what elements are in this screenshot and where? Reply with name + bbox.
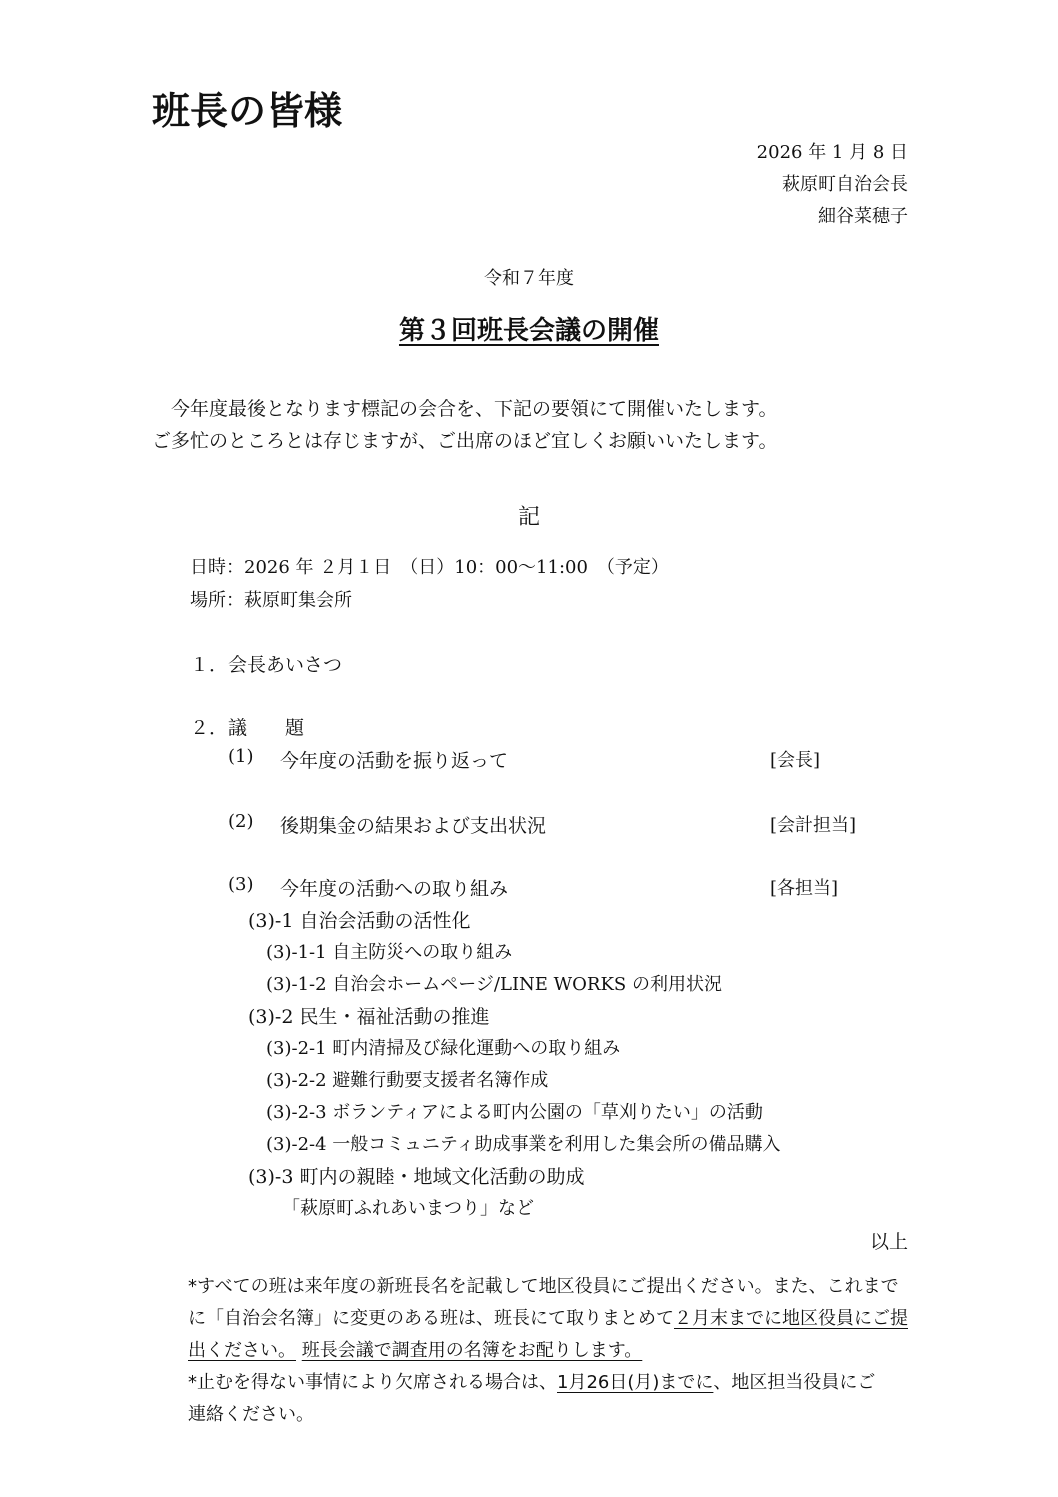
sub-item: (3)-2 民生・福祉活動の推進 <box>248 1006 490 1028</box>
note-1-line-2: に「自治会名簿」に変更のある班は、班長にて取りまとめて２月末までに地区役員にご提 <box>188 1308 908 1329</box>
agenda-responsible: [会長] <box>770 750 821 771</box>
agenda-responsible: [各担当] <box>770 878 839 899</box>
sender-name: 細谷菜穂子 <box>818 206 908 227</box>
agenda-num: (2) <box>228 811 254 832</box>
agenda-text: 今年度の活動への取り組み <box>280 878 509 900</box>
agenda-responsible: [会計担当] <box>770 815 857 836</box>
document-heading: 第３回班長会議の開催 <box>398 316 659 346</box>
agenda-text: 後期集金の結果および支出状況 <box>280 815 547 837</box>
note-2-line-2: 連絡ください。 <box>188 1404 314 1425</box>
sub-item: (3)-3 町内の親睦・地域文化活動の助成 <box>248 1166 585 1188</box>
sub-item: (3)-2-1 町内清掃及び緑化運動への取り組み <box>266 1038 621 1059</box>
sub-item: 「萩原町ふれあいまつり」など <box>282 1198 534 1219</box>
agenda-item-topics: ２．議 題 <box>190 717 305 739</box>
sub-item: (3)-1-1 自主防災への取り組み <box>266 942 513 963</box>
intro-line-1: 今年度最後となります標記の会合を、下記の要領にて開催いたします。 <box>152 398 778 420</box>
sub-item: (3)-1 自治会活動の活性化 <box>248 910 471 932</box>
note-2-line-1: *止むを得ない事情により欠席される場合は、1月26日(月)までに、地区担当役員にご <box>188 1372 876 1393</box>
sub-item: (3)-2-4 一般コミュニティ助成事業を利用した集会所の備品購入 <box>266 1134 781 1155</box>
sub-item: (3)-2-3 ボランティアによる町内公園の「草刈りたい」の活動 <box>266 1102 763 1123</box>
fiscal-year: 令和７年度 <box>484 268 574 289</box>
meeting-place: 場所：萩原町集会所 <box>190 590 352 611</box>
agenda-text: 今年度の活動を振り返って <box>280 750 509 772</box>
closing-ijo: 以上 <box>869 1231 908 1253</box>
page-title: 班長の皆様 <box>152 89 343 133</box>
agenda-num: (3) <box>228 874 254 895</box>
sub-item: (3)-2-2 避難行動要支援者名簿作成 <box>266 1070 549 1091</box>
agenda-item-greeting: １．会長あいさつ <box>190 654 343 676</box>
sub-item: (3)-1-2 自治会ホームページ/LINE WORKS の利用状況 <box>266 974 722 995</box>
note-1-line-1: *すべての班は来年度の新班長名を記載して地区役員にご提出ください。また、これまで <box>188 1276 899 1297</box>
issue-date: 2026 年 1 月 8 日 <box>756 142 908 163</box>
note-1-line-3: 出ください。 班長会議で調査用の名簿をお配りします。 <box>188 1340 643 1361</box>
intro-line-2: ご多忙のところとは存じますが、ご出席のほど宜しくお願いいたします。 <box>152 430 778 452</box>
meeting-datetime: 日時：2026 年 ２月１日 （日）10：00～11:00 （予定） <box>190 557 669 578</box>
agenda-num: (1) <box>228 746 254 767</box>
ki-heading: 記 <box>517 505 540 530</box>
sender-org: 萩原町自治会長 <box>782 174 908 195</box>
